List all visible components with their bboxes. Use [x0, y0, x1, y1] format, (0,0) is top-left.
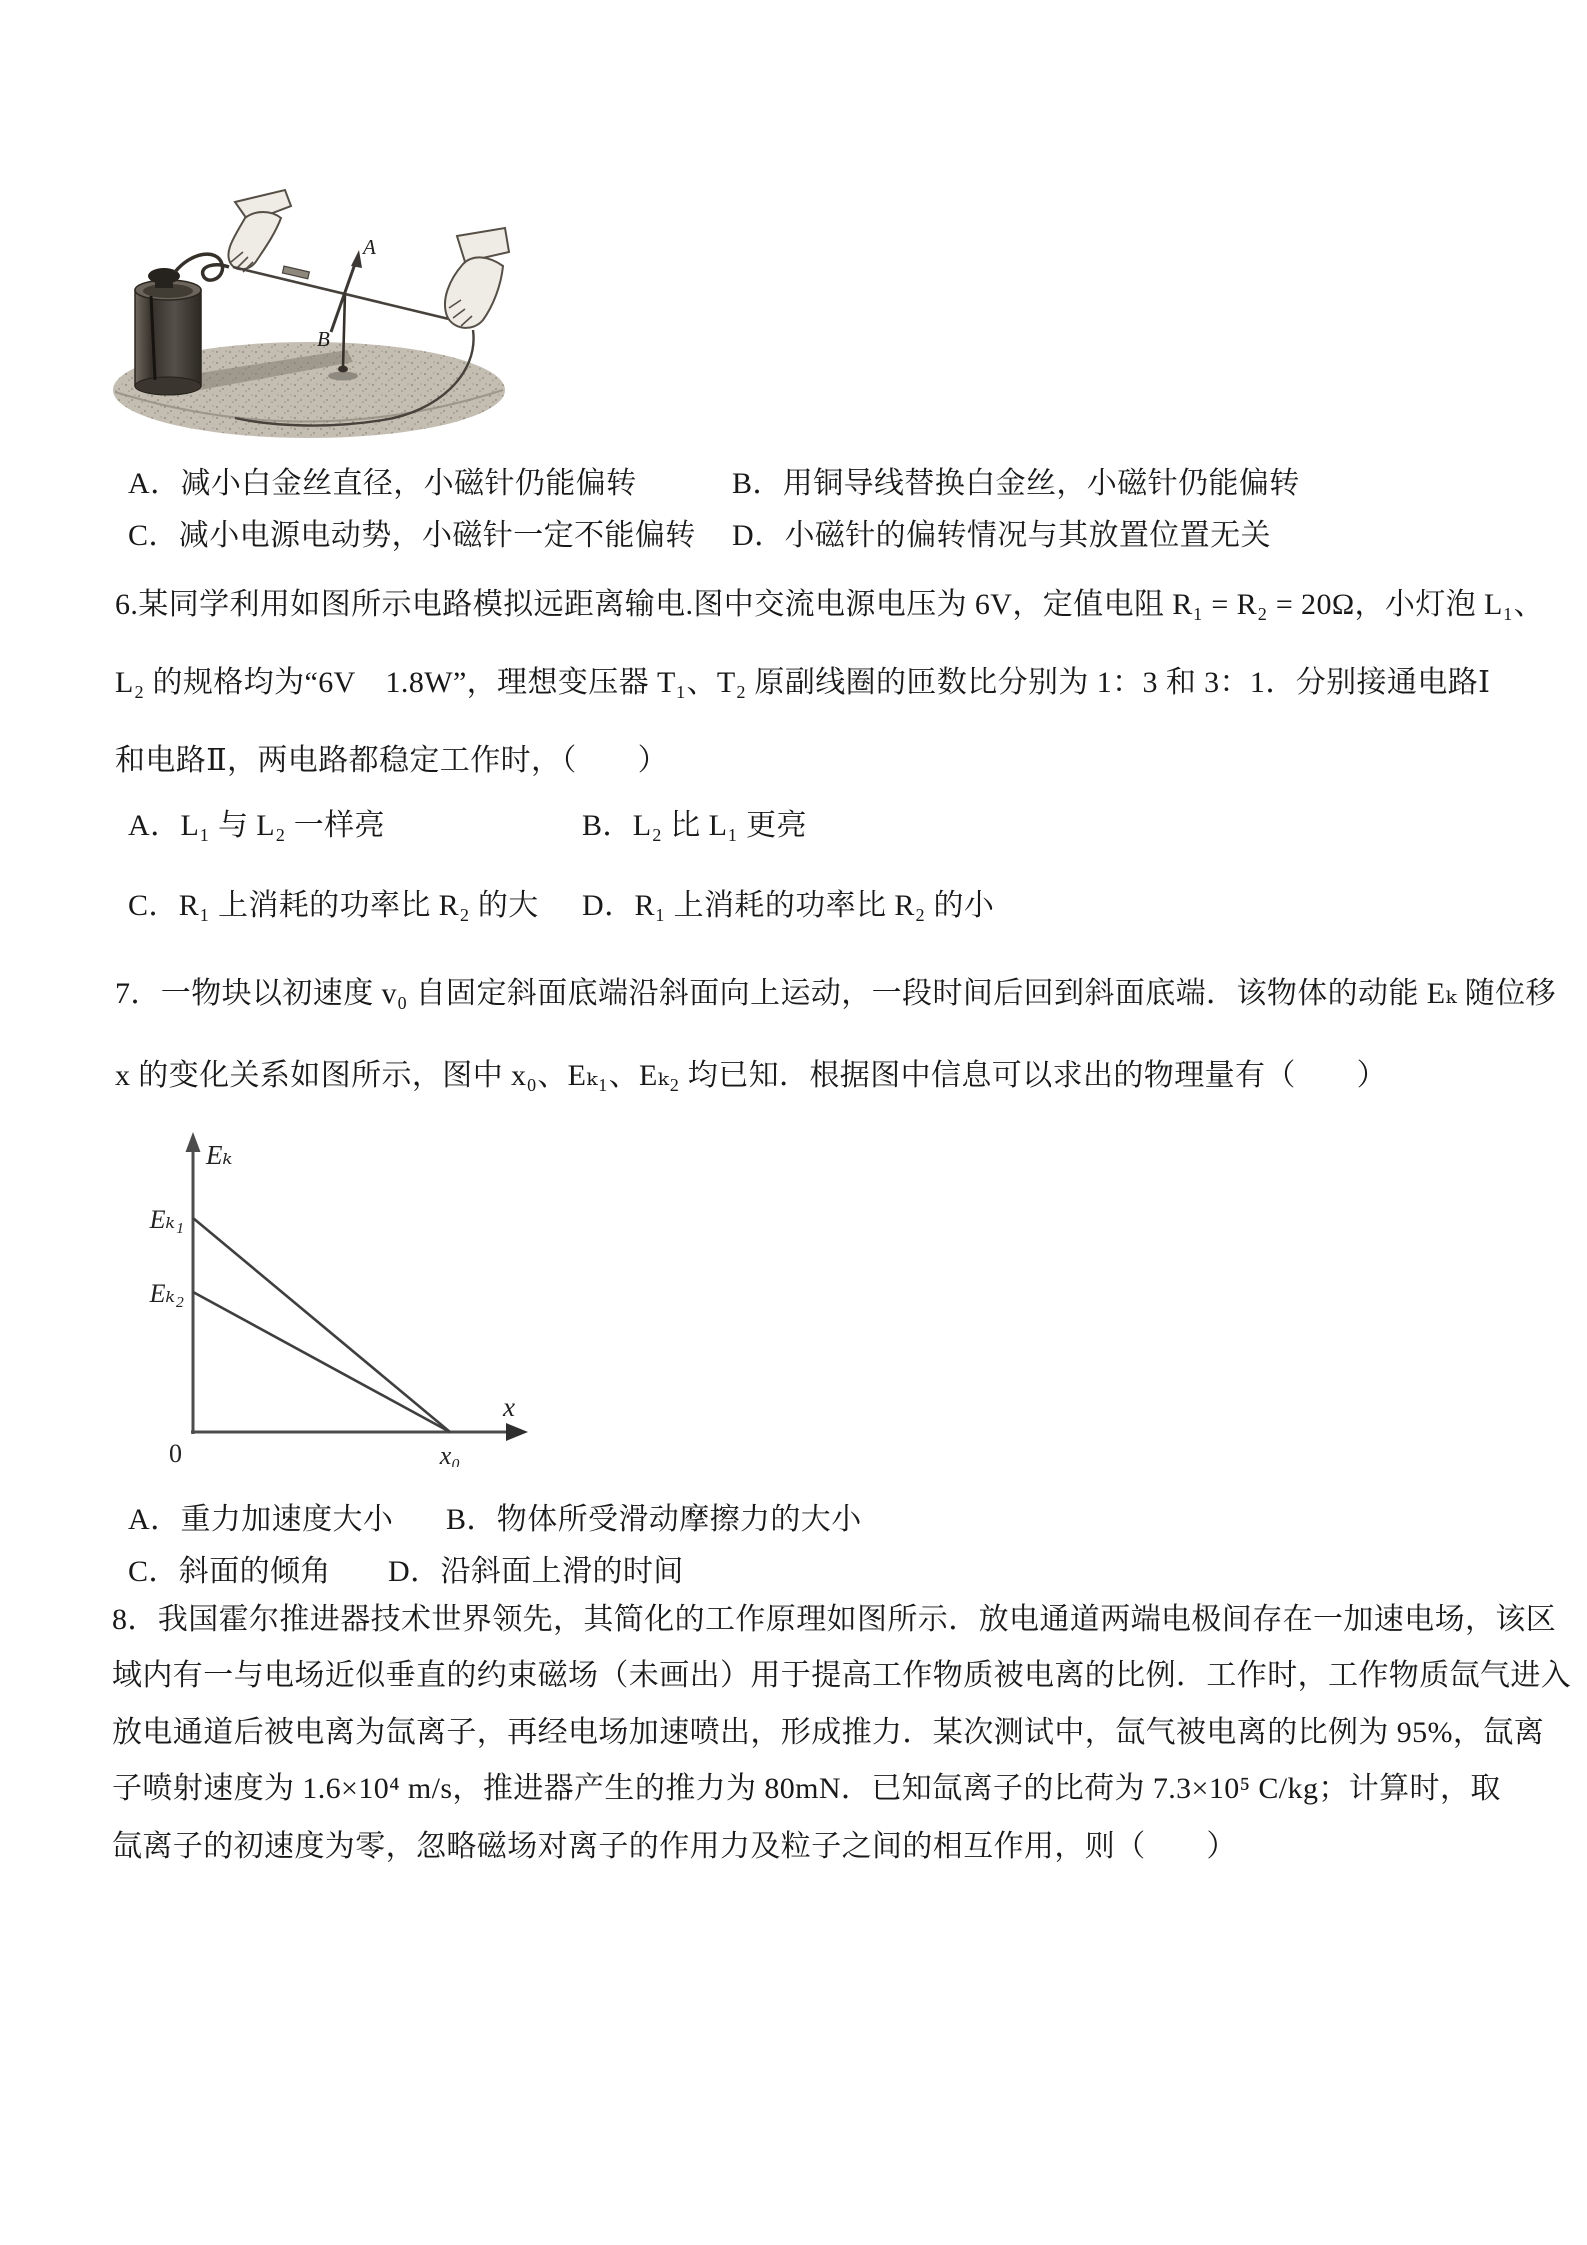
needle-label-b: B: [317, 327, 330, 351]
q6-line-3: 和电路Ⅱ，两电路都稳定工作时，（ ）: [115, 744, 668, 777]
x0-tick-label: x₀: [439, 1441, 461, 1467]
q6-option-a: A．L₁ 与 L₂ 一样亮: [128, 809, 385, 842]
battery-wire-curl: [175, 254, 229, 280]
q7-ek-x-graph: [130, 1122, 560, 1472]
q5-option-c: C．减小电源电动势，小磁针一定不能偏转: [128, 519, 696, 552]
q8-line-2: 域内有一与电场近似垂直的约束磁场（未画出）用于提高工作物质被电离的比例．工作时，工作物质氙气进入: [112, 1659, 1572, 1692]
ek-x-graph-svg: [130, 1122, 560, 1467]
q7-option-d: D．沿斜面上滑的时间: [388, 1555, 684, 1588]
battery: [135, 268, 201, 395]
x-axis-label: x: [503, 1392, 515, 1422]
needle-label-a: A: [363, 235, 376, 259]
wire-sleeve: [282, 266, 309, 279]
q7-option-a: A．重力加速度大小: [128, 1503, 394, 1536]
oersted-experiment-figure: [85, 140, 515, 445]
q7-line-1: 7．一物块以初速度 v₀ 自固定斜面底端沿斜面向上运动，一段时间后回到斜面底端．该物体的动能 Eₖ 随位移: [115, 977, 1556, 1010]
q8-line-4: 子喷射速度为 1.6×10⁴ m/s，推进器产生的推力为 80mN．已知氙离子的比荷为 7.3×10⁵ C/kg；计算时，取: [112, 1772, 1501, 1805]
ek2-tick-label: Eₖ₂: [149, 1279, 184, 1308]
q5-option-b: B．用铜导线替换白金丝，小磁针仍能偏转: [732, 467, 1300, 500]
left-hand: [228, 190, 291, 272]
line-from-ek1: [193, 1218, 450, 1432]
oersted-experiment-illustration: [85, 140, 515, 440]
q7-line-2: x 的变化关系如图所示，图中 x₀、Eₖ₁、Eₖ₂ 均已知．根据图中信息可以求出的物理量有（ ）: [115, 1059, 1388, 1092]
q5-option-d: D．小磁针的偏转情况与其放置位置无关: [732, 519, 1271, 552]
q6-option-d: D．R₁ 上消耗的功率比 R₂ 的小: [582, 889, 995, 922]
q8-line-1: 8．我国霍尔推进器技术世界领先，其简化的工作原理如图所示．放电通道两端电极间存在一加速电场，该区: [112, 1603, 1557, 1636]
q6-line-1: 6.某同学利用如图所示电路模拟远距离输电.图中交流电源电压为 6V，定值电阻 R₁ = R₂ = 20Ω，小灯泡 L₁、: [115, 588, 1545, 621]
q8-line-5: 氙离子的初速度为零，忽略磁场对离子的作用力及粒子之间的相互作用，则（ ）: [112, 1830, 1237, 1863]
line-from-ek2: [193, 1292, 450, 1432]
q6-line-2: L₂ 的规格均为“6V 1.8W”，理想变压器 T₁、T₂ 原副线圈的匝数比分别为 1：3 和 3：1．分别接通电路Ⅰ: [115, 666, 1491, 699]
q7-option-c: C．斜面的倾角: [128, 1555, 331, 1588]
q6-option-b: B．L₂ 比 L₁ 更亮: [582, 809, 807, 842]
origin-label: 0: [169, 1439, 182, 1467]
y-axis-label: Eₖ: [206, 1140, 233, 1170]
q6-option-c: C．R₁ 上消耗的功率比 R₂ 的大: [128, 889, 539, 922]
right-hand: [445, 228, 509, 328]
y-axis-arrow: [186, 1132, 201, 1152]
needle-arrowhead: [351, 250, 362, 268]
ek1-tick-label: Eₖ₁: [149, 1205, 184, 1234]
q8-line-3: 放电通道后被电离为氙离子，再经电场加速喷出，形成推力．某次测试中，氙气被电离的比例为 95%，氙离: [112, 1716, 1545, 1749]
x-axis-arrow: [506, 1423, 528, 1441]
q7-option-b: B．物体所受滑动摩擦力的大小: [446, 1503, 862, 1536]
pivot-shadow: [328, 372, 358, 381]
q5-option-a: A．减小白金丝直径，小磁针仍能偏转: [128, 467, 637, 500]
